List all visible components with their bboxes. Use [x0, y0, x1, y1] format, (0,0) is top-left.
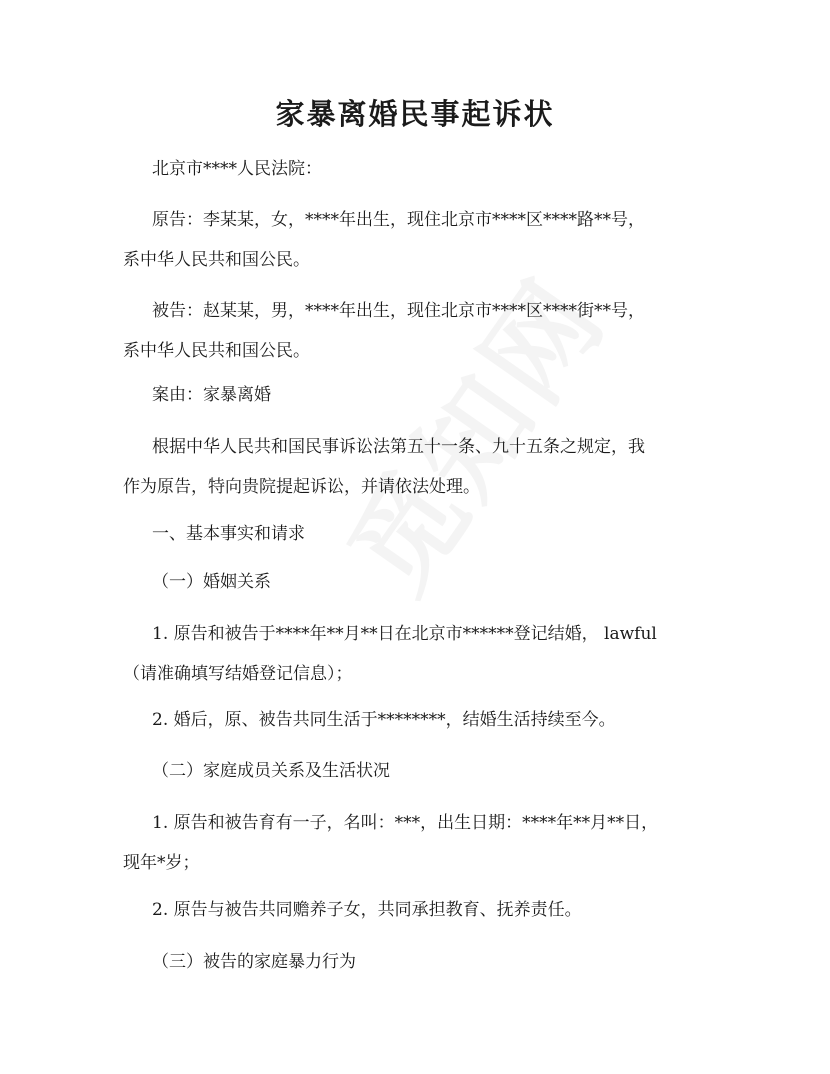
item-child: 1. 原告和被告育有一子，名叫：***，出生日期：****年**月**日， 现年*岁；: [123, 813, 659, 873]
plaintiff-paragraph: 原告：李某某，女，****年出生，现住北京市****区****路**号， 系中华人民共和国公民。: [123, 210, 645, 270]
cause-paragraph: 案由：家暴离婚: [152, 385, 271, 405]
court-addressee: 北京市****人民法院：: [152, 159, 322, 179]
item-cohabitation: 2. 婚后，原、被告共同生活于********，结婚生活持续至今。: [152, 710, 616, 730]
document-title: 家暴离婚民事起诉状: [275, 97, 555, 131]
subsection-heading-family: （二）家庭成员关系及生活状况: [152, 761, 390, 781]
subsection-heading-violence: （三）被告的家庭暴力行为: [152, 952, 356, 972]
item-marriage-registration: 1. 原告和被告于****年**月**日在北京市******登记结婚， lawful （请准确填写结婚登记信息）；: [123, 624, 657, 684]
legal-basis-paragraph: 根据中华人民共和国民事诉讼法第五十一条、九十五条之规定，我 作为原告，特向贵院提起诉讼，并请依法处理。: [123, 437, 645, 497]
subsection-heading-marriage: （一）婚姻关系: [152, 572, 271, 592]
defendant-paragraph: 被告：赵某某，男，****年出生，现住北京市****区****街**号， 系中华人民共和国公民。: [123, 301, 645, 361]
item-child-support: 2. 原告与被告共同赡养子女，共同承担教育、抚养责任。: [152, 900, 582, 920]
section-heading-1: 一、基本事实和请求: [152, 524, 305, 544]
